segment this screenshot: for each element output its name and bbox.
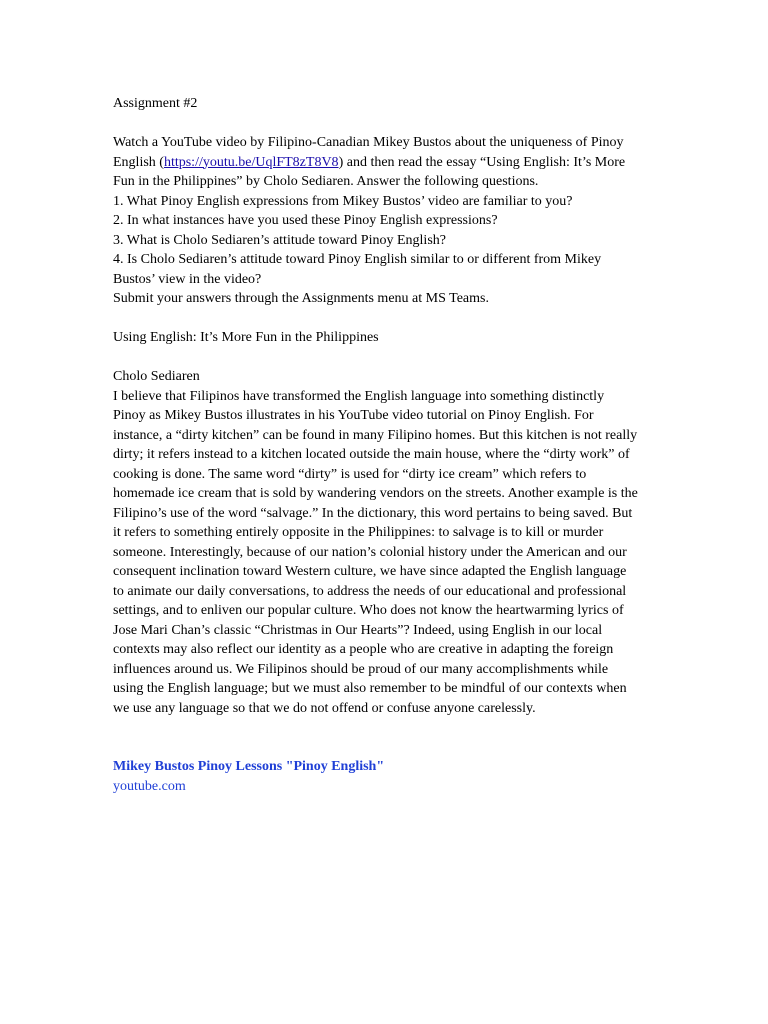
essay-line: Pinoy as Mikey Bustos illustrates in his YouTube video tutorial on Pinoy English. For bbox=[113, 408, 594, 423]
essay-line: contexts may also reflect our identity as a people who are creative in adapting the foreign bbox=[113, 642, 614, 657]
essay-line: it refers to something entirely opposite in the Philippines: to salvage is to kill or murder bbox=[113, 525, 604, 540]
spacer bbox=[113, 309, 658, 329]
intro-line-3: Fun in the Philippines” by Cholo Sediaren. Answer the following questions. bbox=[113, 174, 539, 189]
assignment-heading: Assignment #2 bbox=[113, 96, 198, 111]
essay-line: we use any language so that we do not offend or confuse anyone carelessly. bbox=[113, 700, 536, 716]
assignment-instructions bbox=[113, 133, 658, 309]
intro-line-1: Watch a YouTube video by Filipino-Canadian Mikey Bustos about the uniqueness of Pinoy bbox=[113, 135, 624, 150]
essay-line: to animate our daily conversations, to address the needs of our educational and professional bbox=[113, 583, 627, 599]
question-3: 3. What is Cholo Sediaren’s attitude toward Pinoy English? bbox=[113, 232, 446, 248]
essay-line: Filipino’s use of the word “salvage.” In the dictionary, this word pertains to being saved. But bbox=[113, 505, 633, 521]
essay-line: instance, a “dirty kitchen” can be found in many Filipino homes. But this kitchen is not really bbox=[113, 427, 638, 443]
link-card-domain: youtube.com bbox=[113, 778, 186, 794]
essay-line: I believe that Filipinos have transformed the English language into something distinctly bbox=[113, 388, 605, 404]
link-preview-card[interactable] bbox=[113, 757, 658, 796]
essay-body bbox=[113, 367, 658, 718]
document-page bbox=[113, 94, 658, 796]
essay-line: someone. Interestingly, because of our nation’s colonial history under the American and our bbox=[113, 544, 627, 560]
essay-line: influences around us. We Filipinos should be proud of our many accomplishments while bbox=[113, 661, 609, 677]
essay-line: Jose Mari Chan’s classic “Christmas in Our Hearts”? Indeed, using English in our local bbox=[113, 622, 603, 638]
question-4-continued: Bustos’ view in the video? bbox=[113, 271, 262, 287]
spacer bbox=[113, 114, 658, 134]
youtube-video-link[interactable]: https://youtu.be/UqlFT8zT8V8 bbox=[163, 154, 339, 170]
question-4: 4. Is Cholo Sediaren’s attitude toward Pinoy English similar to or different from Mikey bbox=[113, 252, 602, 267]
spacer bbox=[113, 718, 658, 757]
submit-note: Submit your answers through the Assignments menu at MS Teams. bbox=[113, 291, 489, 306]
link-card-title[interactable]: Mikey Bustos Pinoy Lessons "Pinoy English" bbox=[113, 759, 385, 774]
question-1: 1. What Pinoy English expressions from Mikey Bustos’ video are familiar to you? bbox=[113, 193, 573, 209]
question-2: 2. In what instances have you used these Pinoy English expressions? bbox=[113, 213, 498, 228]
essay-line: dirty; it refers instead to a kitchen located outside the main house, where the “dirty work” of bbox=[113, 447, 630, 462]
essay-author: Cholo Sediaren bbox=[113, 369, 200, 384]
essay-line: homemade ice cream that is sold by wandering vendors on the streets. Another example is the bbox=[113, 486, 638, 501]
essay-line: cooking is done. The same word “dirty” is used for “dirty ice cream” which refers to bbox=[113, 466, 587, 482]
essay-title: Using English: It’s More Fun in the Philippines bbox=[113, 330, 379, 345]
essay-line: consequent inclination toward Western culture, we have since adapted the English language bbox=[113, 564, 627, 579]
intro-line-2: English (https://youtu.be/UqlFT8zT8V8) and then read the essay “Using English: It’s More bbox=[113, 154, 626, 170]
essay-line: settings, and to enliven our popular culture. Who does not know the heartwarming lyrics of bbox=[113, 603, 624, 618]
essay-line: using the English language; but we must also remember to be mindful of our contexts when bbox=[113, 681, 627, 696]
spacer bbox=[113, 348, 658, 368]
